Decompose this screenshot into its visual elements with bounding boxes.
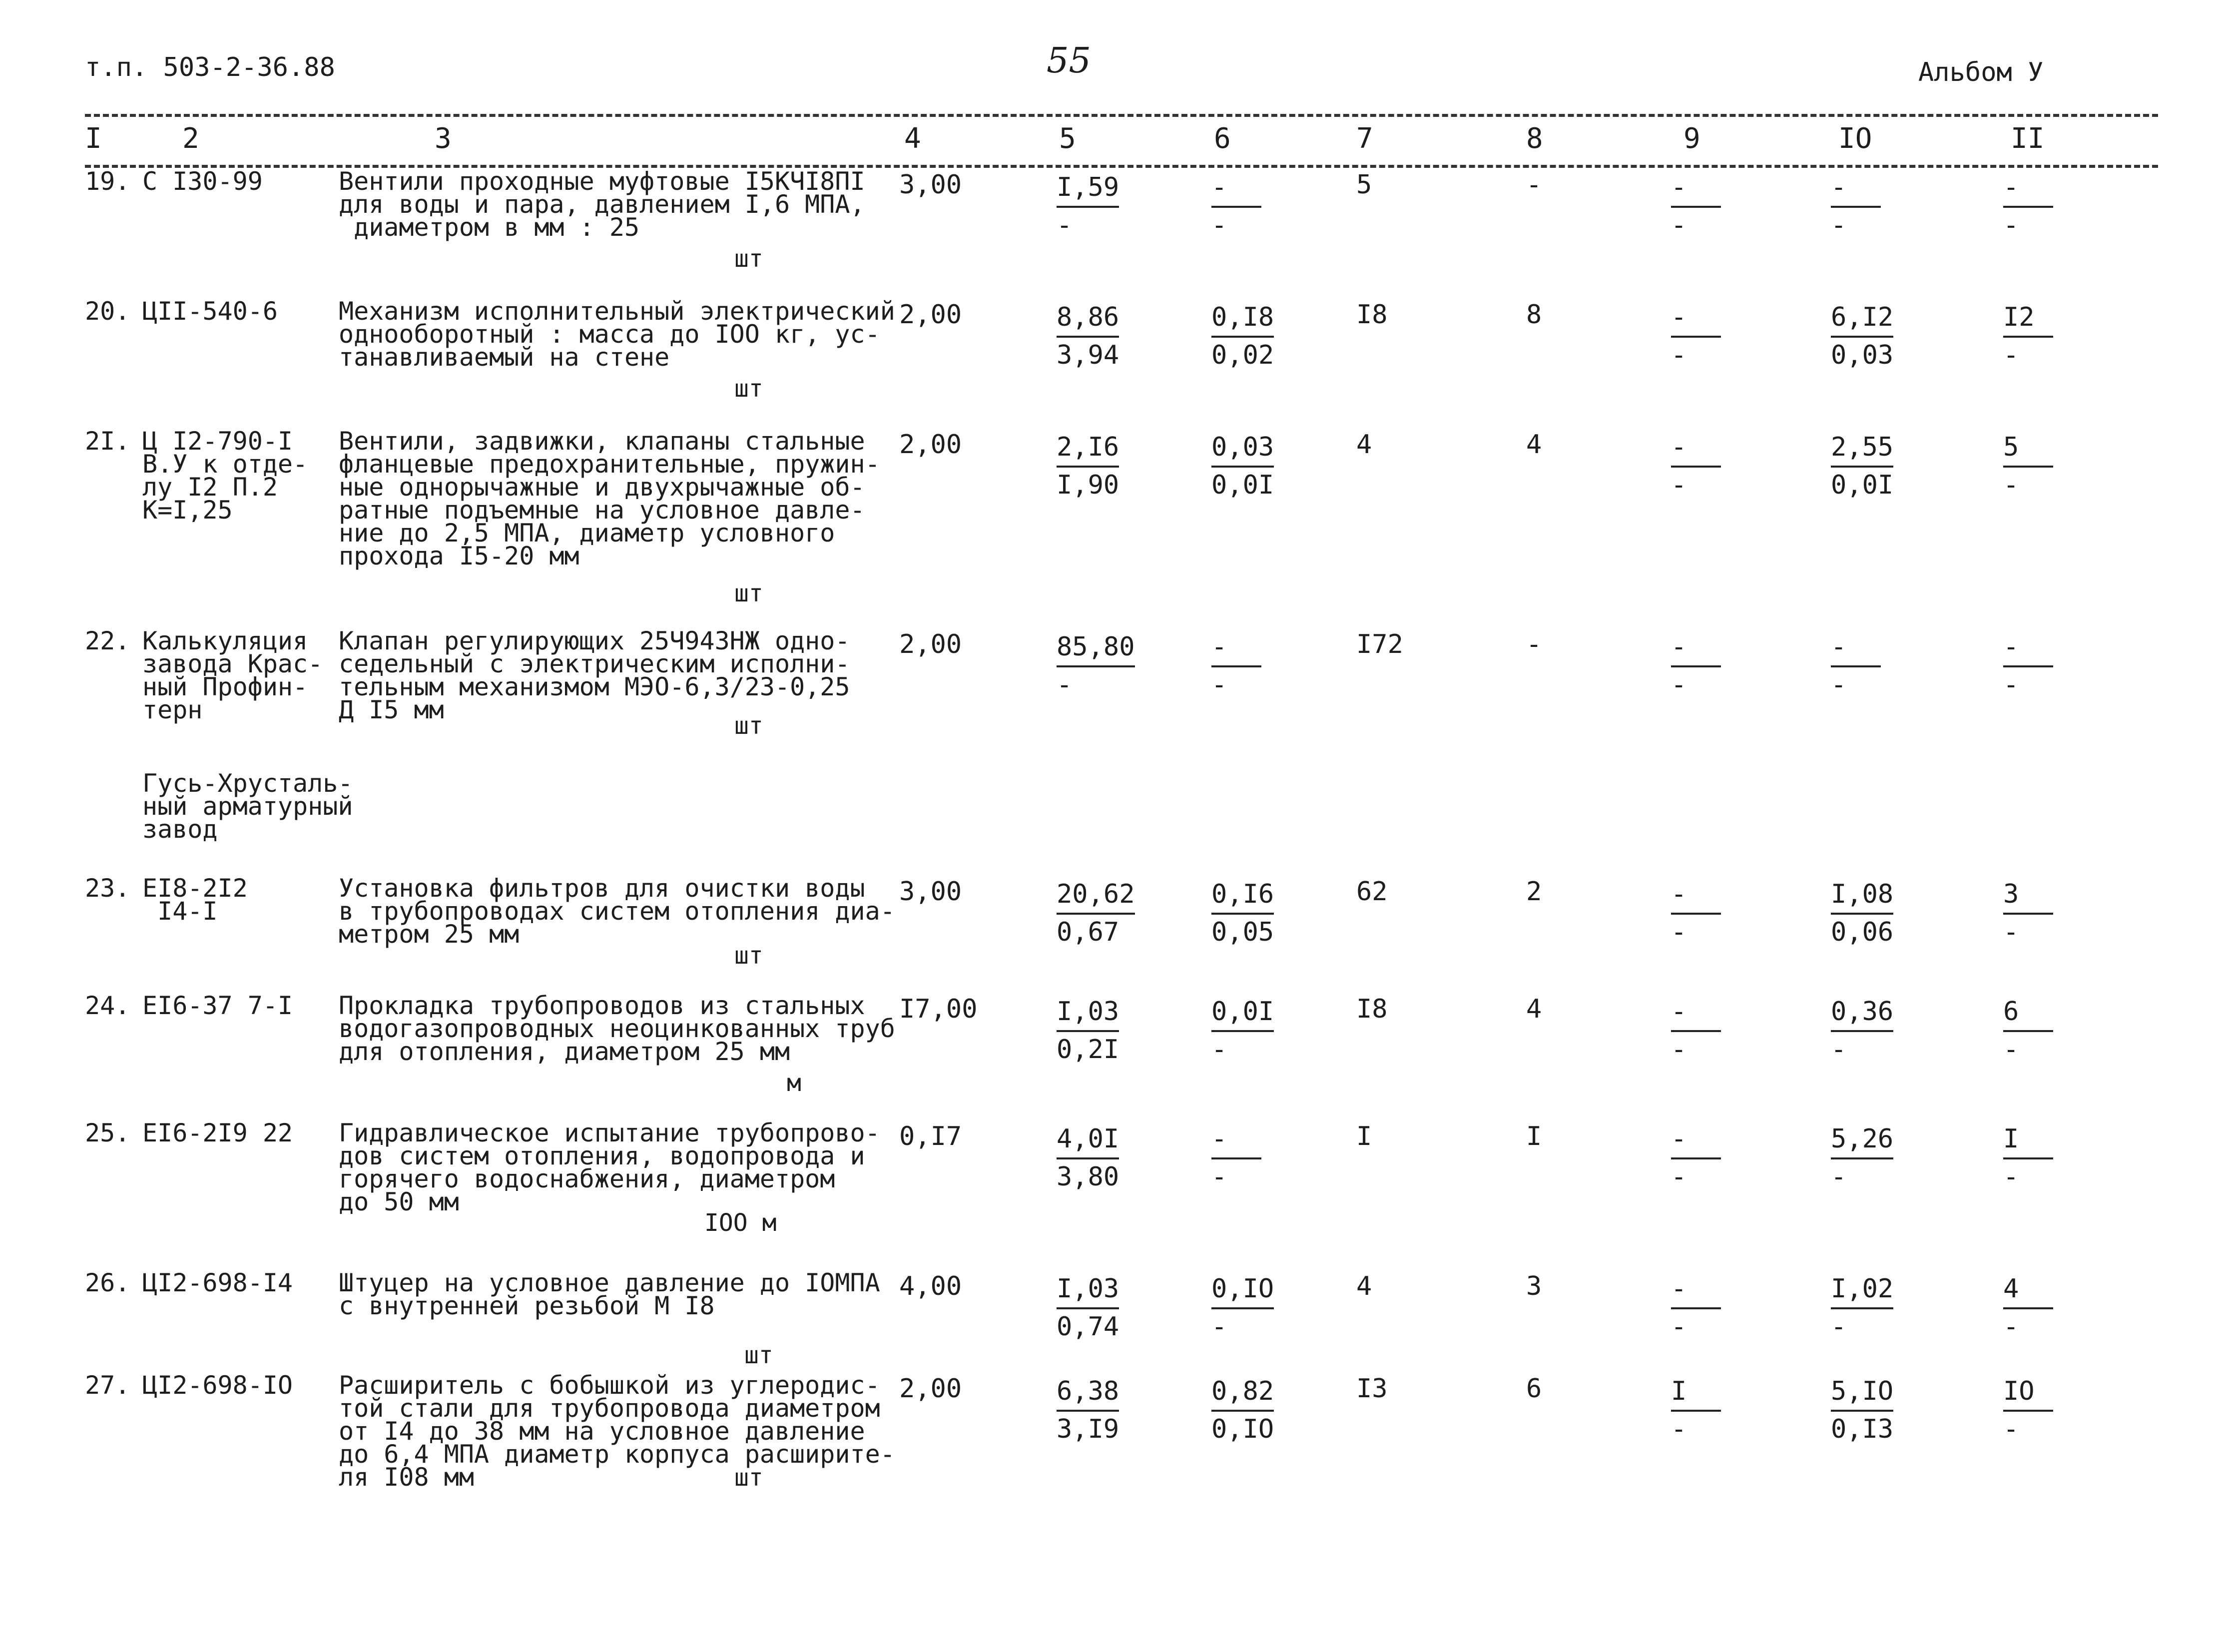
unit-label: шт <box>734 245 763 273</box>
document-code: т.п. 503-2-36.88 <box>85 52 335 82</box>
cost-fraction-col9-bottom: - <box>1671 340 1687 370</box>
cost-fraction-col9 <box>1671 629 1781 702</box>
cost-fraction-col6-top: 0,IO <box>1211 1271 1274 1309</box>
row-code: ЦII-540-6 <box>142 297 278 326</box>
row-number: 25. <box>85 1118 130 1147</box>
value-col7: I8 <box>1356 994 1388 1024</box>
column-header-10: IO <box>1838 122 1872 155</box>
cost-fraction-col6 <box>1211 300 1321 373</box>
cost-fraction-col11-bottom: - <box>2003 470 2019 500</box>
cost-fraction-col6 <box>1211 877 1321 950</box>
value-col7: 5 <box>1356 170 1372 200</box>
value-col8: - <box>1526 170 1542 200</box>
value-col8: 4 <box>1526 430 1542 460</box>
cost-fraction-col5 <box>1057 629 1166 702</box>
cost-fraction-col5-top: 8,86 <box>1057 300 1119 338</box>
cost-fraction-col11-top: - <box>2003 170 2053 208</box>
cost-fraction-col11-bottom: - <box>2003 1035 2019 1065</box>
cost-fraction-col10-bottom: 0,0I <box>1831 470 1894 500</box>
cost-fraction-col6 <box>1211 1374 1321 1447</box>
cost-fraction-col10-bottom: - <box>1831 1312 1847 1342</box>
cost-fraction-col6 <box>1211 994 1321 1067</box>
cost-fraction-col11-top: - <box>2003 629 2053 667</box>
cost-fraction-col6-top: 0,0I <box>1211 994 1274 1032</box>
cost-fraction-col6-top: 0,I6 <box>1211 877 1274 915</box>
row-code: Ц I2-790-I В.У к отде- лу I2 П.2 К=I,25 <box>142 427 308 525</box>
value-col7: 62 <box>1356 877 1388 907</box>
cost-fraction-col5-top: 85,80 <box>1057 629 1135 667</box>
row-description: Вентили проходные муфтовые I5КЧI8ПI для воды и пара, давлением I,6 МПА, диаметром в мм : 25 <box>339 167 865 242</box>
row-number: 23. <box>85 874 130 903</box>
row-number: 26. <box>85 1268 130 1297</box>
cost-fraction-col10 <box>1831 1271 1941 1344</box>
cost-fraction-col9-bottom: - <box>1671 1414 1687 1444</box>
row-description: Механизм исполнительный электрический однооборотный : масса до IOO кг, ус- танавливаемый на стене <box>339 297 895 372</box>
cost-fraction-col9-top: I <box>1671 1374 1721 1412</box>
cost-fraction-col5-bottom: 3,I9 <box>1057 1414 1119 1444</box>
cost-fraction-col11 <box>2003 430 2113 503</box>
unit-label: м <box>787 1069 801 1097</box>
cost-fraction-col10-top: 5,26 <box>1831 1121 1893 1159</box>
quantity-value: 2,00 <box>899 1374 962 1404</box>
cost-fraction-col9-top: - <box>1671 300 1721 338</box>
row-description: Штуцер на условное давление до IОМПА с внутренней резьбой М I8 <box>339 1268 880 1320</box>
cost-fraction-col10-bottom: 0,06 <box>1831 917 1894 947</box>
cost-fraction-col6 <box>1211 1271 1321 1344</box>
cost-fraction-col10-bottom: 0,I3 <box>1831 1414 1894 1444</box>
cost-fraction-col9 <box>1671 1271 1781 1344</box>
cost-fraction-col9-bottom: - <box>1671 210 1687 240</box>
unit-label: шт <box>734 712 763 740</box>
cost-fraction-col9 <box>1671 877 1781 950</box>
cost-fraction-col10-top: 0,36 <box>1831 994 1893 1032</box>
album-label: Альбом У <box>1918 57 2044 87</box>
cost-fraction-col6-top: - <box>1211 170 1261 208</box>
cost-fraction-col11 <box>2003 1271 2113 1344</box>
cost-fraction-col5-top: I,59 <box>1057 170 1119 208</box>
cost-fraction-col5-top: 6,38 <box>1057 1374 1119 1412</box>
row-code: Калькуляция завода Крас- ный Профин- терн <box>142 626 323 724</box>
cost-fraction-col6 <box>1211 629 1321 702</box>
row-description: Вентили, задвижки, клапаны стальные фланцевые предохранительные, пружин- ные однорычажные и двухрычажные об- ратные подъемные на условное давле- ние до 2,5 МПА, диаметр условного прохода I5-20 мм <box>339 427 880 570</box>
cost-fraction-col5 <box>1057 1121 1166 1194</box>
cost-fraction-col10-top: - <box>1831 170 1881 208</box>
column-header-3: 3 <box>435 122 452 155</box>
row-code: EI8-2I2 I4-I <box>142 874 248 926</box>
cost-fraction-col9-top: - <box>1671 430 1721 468</box>
row-number: 24. <box>85 991 130 1020</box>
cost-fraction-col11 <box>2003 877 2113 950</box>
cost-fraction-col9 <box>1671 994 1781 1067</box>
row-code: Гусь-Хрусталь- ный арматурный завод <box>142 769 353 844</box>
cost-fraction-col6-top: - <box>1211 629 1261 667</box>
cost-fraction-col5-bottom: - <box>1057 210 1073 240</box>
cost-fraction-col6-bottom: 0,05 <box>1211 917 1274 947</box>
cost-fraction-col11-bottom: - <box>2003 340 2019 370</box>
value-col7: 4 <box>1356 1271 1372 1301</box>
cost-fraction-col10 <box>1831 170 1941 243</box>
cost-fraction-col11-top: I <box>2003 1121 2053 1159</box>
row-description: Прокладка трубопроводов из стальных водогазопроводных неоцинкованных труб для отопления, диаметром 25 мм <box>339 991 895 1066</box>
row-code: ЦI2-698-I4 <box>142 1268 293 1297</box>
column-header-9: 9 <box>1683 122 1700 155</box>
row-description: Гидравлическое испытание трубопрово- дов систем отопления, водопровода и горячего водоснабжения, диаметром до 50 мм <box>339 1118 880 1216</box>
quantity-value: 4,00 <box>899 1271 962 1301</box>
cost-fraction-col10 <box>1831 430 1941 503</box>
cost-fraction-col9 <box>1671 170 1781 243</box>
cost-fraction-col11-bottom: - <box>2003 670 2019 700</box>
cost-fraction-col9-bottom: - <box>1671 917 1687 947</box>
cost-fraction-col9-bottom: - <box>1671 1035 1687 1065</box>
cost-fraction-col11 <box>2003 300 2113 373</box>
cost-fraction-col10 <box>1831 629 1941 702</box>
value-col7: I8 <box>1356 300 1388 330</box>
cost-fraction-col6-bottom: 0,0I <box>1211 470 1274 500</box>
column-header-6: 6 <box>1214 122 1231 155</box>
row-code: EI6-37 7-I <box>142 991 293 1020</box>
row-description: Клапан регулирующих 25Ч943НЖ одно- седельный с электрическим исполни- тельным механизмом МЭО-6,3/23-0,25 Д I5 мм <box>339 626 850 724</box>
row-description: Расширитель с бобышкой из углеродис- той стали для трубопровода диаметром от I4 до 38 мм на условное давление до 6,4 МПА диаметр корпуса расширите- ля I08 мм <box>339 1371 895 1492</box>
cost-fraction-col10 <box>1831 1374 1941 1447</box>
cost-fraction-col10 <box>1831 1121 1941 1194</box>
value-col7: 4 <box>1356 430 1372 460</box>
row-number: 19. <box>85 167 130 196</box>
cost-fraction-col10 <box>1831 994 1941 1067</box>
cost-fraction-col11 <box>2003 1374 2113 1447</box>
cost-fraction-col10-bottom: - <box>1831 670 1847 700</box>
cost-fraction-col6-bottom: - <box>1211 1035 1227 1065</box>
cost-fraction-col5-bottom: I,90 <box>1057 470 1119 500</box>
column-header-2: 2 <box>182 122 199 155</box>
quantity-value: 2,00 <box>899 430 962 460</box>
cost-fraction-col9-top: - <box>1671 170 1721 208</box>
cost-fraction-col10-bottom: - <box>1831 1162 1847 1192</box>
value-col8: 8 <box>1526 300 1542 330</box>
cost-fraction-col10-bottom: - <box>1831 210 1847 240</box>
header-rule-top <box>85 114 2158 117</box>
value-col7: I3 <box>1356 1374 1388 1404</box>
column-header-7: 7 <box>1356 122 1373 155</box>
cost-fraction-col5 <box>1057 1271 1166 1344</box>
value-col8: I <box>1526 1121 1542 1151</box>
cost-fraction-col6 <box>1211 1121 1321 1194</box>
cost-fraction-col9 <box>1671 1374 1781 1447</box>
cost-fraction-col11-top: 5 <box>2003 430 2053 468</box>
cost-fraction-col11-bottom: - <box>2003 210 2019 240</box>
value-col8: 6 <box>1526 1374 1542 1404</box>
cost-fraction-col6-top: - <box>1211 1121 1261 1159</box>
cost-fraction-col11-bottom: - <box>2003 1312 2019 1342</box>
cost-fraction-col9-top: - <box>1671 1121 1721 1159</box>
value-col7: I <box>1356 1121 1372 1151</box>
cost-fraction-col9-top: - <box>1671 877 1721 915</box>
value-col8: 2 <box>1526 877 1542 907</box>
row-number: 20. <box>85 297 130 326</box>
cost-fraction-col6-bottom: - <box>1211 670 1227 700</box>
cost-fraction-col6-top: 0,82 <box>1211 1374 1274 1412</box>
cost-fraction-col5-bottom: 0,2I <box>1057 1035 1119 1065</box>
quantity-value: 3,00 <box>899 877 962 907</box>
cost-fraction-col6-bottom: - <box>1211 210 1227 240</box>
cost-fraction-col10-bottom: - <box>1831 1035 1847 1065</box>
cost-fraction-col11-top: 3 <box>2003 877 2053 915</box>
cost-fraction-col5 <box>1057 170 1166 243</box>
cost-fraction-col5-bottom: 3,94 <box>1057 340 1119 370</box>
row-number: 2I. <box>85 427 130 456</box>
cost-fraction-col10-top: 6,I2 <box>1831 300 1893 338</box>
cost-fraction-col10-top: I,08 <box>1831 877 1893 915</box>
unit-label: шт <box>734 579 763 607</box>
cost-fraction-col6-top: 0,I8 <box>1211 300 1274 338</box>
cost-fraction-col9 <box>1671 430 1781 503</box>
cost-fraction-col11 <box>2003 1121 2113 1194</box>
cost-fraction-col11-top: 4 <box>2003 1271 2053 1309</box>
row-code: ЦI2-698-IO <box>142 1371 293 1400</box>
cost-fraction-col5 <box>1057 300 1166 373</box>
cost-fraction-col5-bottom: 3,80 <box>1057 1162 1119 1192</box>
cost-fraction-col11-bottom: - <box>2003 1414 2019 1444</box>
cost-fraction-col5-top: 2,I6 <box>1057 430 1119 468</box>
column-header-11: II <box>2011 122 2045 155</box>
value-col8: 3 <box>1526 1271 1542 1301</box>
cost-fraction-col5-top: I,03 <box>1057 1271 1119 1309</box>
cost-fraction-col5-bottom: 0,67 <box>1057 917 1119 947</box>
cost-fraction-col11-bottom: - <box>2003 917 2019 947</box>
cost-fraction-col9-bottom: - <box>1671 1162 1687 1192</box>
unit-label: IOO м <box>704 1209 777 1237</box>
column-header-5: 5 <box>1059 122 1076 155</box>
unit-label: шт <box>734 942 763 970</box>
cost-fraction-col6-bottom: - <box>1211 1312 1227 1342</box>
cost-fraction-col6 <box>1211 430 1321 503</box>
cost-fraction-col11 <box>2003 994 2113 1067</box>
column-header-4: 4 <box>904 122 921 155</box>
cost-fraction-col9 <box>1671 1121 1781 1194</box>
cost-fraction-col5-top: I,03 <box>1057 994 1119 1032</box>
unit-label: шт <box>734 1464 763 1492</box>
cost-fraction-col5-bottom: - <box>1057 670 1073 700</box>
column-header-8: 8 <box>1526 122 1543 155</box>
cost-fraction-col9-bottom: - <box>1671 670 1687 700</box>
row-code: EI6-2I9 22 <box>142 1118 293 1147</box>
cost-fraction-col5-top: 4,0I <box>1057 1121 1119 1159</box>
cost-fraction-col11 <box>2003 170 2113 243</box>
cost-fraction-col10-top: 2,55 <box>1831 430 1893 468</box>
quantity-value: 2,00 <box>899 300 962 330</box>
cost-fraction-col6-bottom: 0,02 <box>1211 340 1274 370</box>
cost-fraction-col10 <box>1831 300 1941 373</box>
column-header-1: I <box>85 122 102 155</box>
cost-fraction-col11-top: I2 <box>2003 300 2053 338</box>
quantity-value: I7,00 <box>899 994 978 1024</box>
unit-label: шт <box>744 1341 773 1369</box>
page-number: 55 <box>1047 40 1092 81</box>
cost-fraction-col5-bottom: 0,74 <box>1057 1312 1119 1342</box>
value-col8: 4 <box>1526 994 1542 1024</box>
cost-fraction-col11-bottom: - <box>2003 1162 2019 1192</box>
cost-fraction-col11-top: IO <box>2003 1374 2053 1412</box>
cost-fraction-col10-top: 5,IO <box>1831 1374 1893 1412</box>
row-code: С I30-99 <box>142 167 263 196</box>
quantity-value: 2,00 <box>899 629 962 659</box>
cost-fraction-col9-top: - <box>1671 1271 1721 1309</box>
cost-fraction-col5-top: 20,62 <box>1057 877 1135 915</box>
cost-fraction-col6-bottom: 0,IO <box>1211 1414 1274 1444</box>
cost-fraction-col10-top: - <box>1831 629 1881 667</box>
cost-fraction-col6-bottom: - <box>1211 1162 1227 1192</box>
cost-fraction-col11 <box>2003 629 2113 702</box>
row-description: Установка фильтров для очистки воды в трубопроводах систем отопления диа- метром 25 мм <box>339 874 895 949</box>
value-col7: I72 <box>1356 629 1403 659</box>
cost-fraction-col5 <box>1057 994 1166 1067</box>
row-number: 27. <box>85 1371 130 1400</box>
cost-fraction-col10-bottom: 0,03 <box>1831 340 1894 370</box>
cost-fraction-col6 <box>1211 170 1321 243</box>
quantity-value: 3,00 <box>899 170 962 200</box>
value-col8: - <box>1526 629 1542 659</box>
cost-fraction-col11-top: 6 <box>2003 994 2053 1032</box>
cost-fraction-col6-top: 0,03 <box>1211 430 1274 468</box>
cost-fraction-col9-bottom: - <box>1671 470 1687 500</box>
cost-fraction-col9 <box>1671 300 1781 373</box>
cost-fraction-col5 <box>1057 1374 1166 1447</box>
unit-label: шт <box>734 375 763 403</box>
cost-fraction-col10-top: I,02 <box>1831 1271 1893 1309</box>
cost-fraction-col9-bottom: - <box>1671 1312 1687 1342</box>
cost-fraction-col5 <box>1057 430 1166 503</box>
quantity-value: 0,I7 <box>899 1121 962 1151</box>
cost-fraction-col9-top: - <box>1671 629 1721 667</box>
cost-fraction-col10 <box>1831 877 1941 950</box>
row-number: 22. <box>85 626 130 655</box>
cost-fraction-col9-top: - <box>1671 994 1721 1032</box>
cost-fraction-col5 <box>1057 877 1166 950</box>
